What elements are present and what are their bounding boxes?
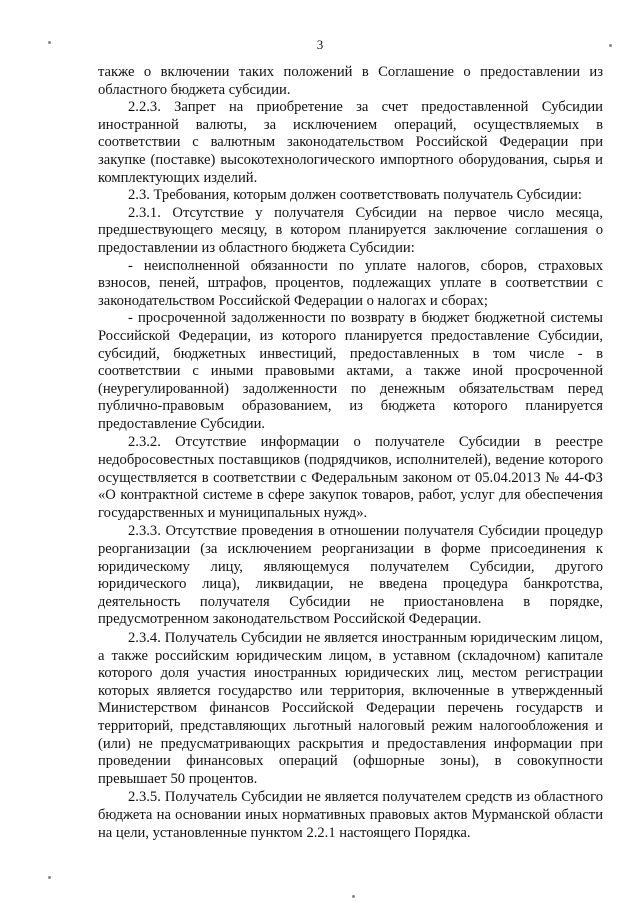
paragraph-2-3-2: 2.3.2. Отсутствие информации о получателе Субсидии в реестре недобросовестных поставщиков (подрядчиков, исполнителей), ведение которого осуществляется в соответствии с Федеральным законом от 05.04.2013 № 44-ФЗ «О контрактной системе в сфере закупок товаров, работ, услуг для обеспечения государственных и муниципальных нужд». bbox=[98, 434, 603, 521]
list-item-taxes: - неисполненной обязанности по уплате налогов, сборов, страховых взносов, пеней, штрафов, процентов, подлежащих уплате в соответствии с законодательством Российской Федерации о налогах и сборах; bbox=[98, 257, 603, 309]
paragraph-2-3: 2.3. Требования, которым должен соответствовать получатель Субсидии: bbox=[128, 187, 582, 204]
paragraph-2-2-3: 2.2.3. Запрет на приобретение за счет предоставленной Субсидии иностранной валюты, за исключением операций, осуществляемых в соответствии с валютным законодательством Российской Федерации при закупке (поставке) высокотехнологического импортного оборудования, сырья и комплектующих изделий. bbox=[98, 99, 603, 186]
document-body bbox=[98, 64, 603, 842]
page-number: 3 bbox=[316, 37, 324, 52]
paragraph-2-3-4: 2.3.4. Получатель Субсидии не является иностранным юридическим лицом, а также российским юридическим лицом, в уставном (складочном) капитале которого доля участия иностранных юридических лиц, местом регистрации которых является государство или территория, включенные в утвержденный Министерством финансов Российской Федерации перечень государств и территорий, представляющих льготный налоговый режим налогообложения и (или) не предусматривающих раскрытия и предоставления информации при проведении финансовых операций (офшорные зоны), в совокупности превышает 50 процентов. bbox=[98, 630, 603, 787]
scan-speck bbox=[352, 895, 355, 898]
paragraph-2-3-5: 2.3.5. Получатель Субсидии не является получателем средств из областного бюджета на основании иных нормативных правовых актов Мурманской области на цели, установленные пунктом 2.2.1 настоящего Порядка. bbox=[98, 789, 603, 841]
paragraph-2-3-3: 2.3.3. Отсутствие проведения в отношении получателя Субсидии процедур реорганизации (за исключением реорганизации в форме присоединения к юридическому лицу, являющемуся получателем Субсидии, другого юридического лица), ликвидации, не введена процедура банкротства, деятельность получателя Субсидии не приостановлена в порядке, предусмотренном законодательством Российской Федерации. bbox=[98, 523, 603, 628]
list-item-debt: - просроченной задолженности по возврату в бюджет бюджетной системы Российской Федерации, из которого планируется предоставление Субсидии, субсидий, бюджетных инвестиций, предоставленных в том числе - в соответствии с иными правовыми актами, а также иной просроченной (неурегулированной) задолженности по денежным обязательствам перед публично-правовым образованием, из бюджета которого планируется предоставление Субсидии. bbox=[98, 310, 603, 432]
paragraph-continuation: также о включении таких положений в Соглашение о предоставлении из областного бюджета субсидии. bbox=[98, 64, 603, 98]
scan-speck bbox=[48, 41, 51, 44]
scan-speck bbox=[609, 44, 612, 47]
scan-speck bbox=[48, 876, 51, 879]
paragraph-2-3-1: 2.3.1. Отсутствие у получателя Субсидии на первое число месяца, предшествующего месяцу, в котором планируется заключение соглашения о предоставлении из областного бюджета Субсидии: bbox=[98, 204, 603, 256]
